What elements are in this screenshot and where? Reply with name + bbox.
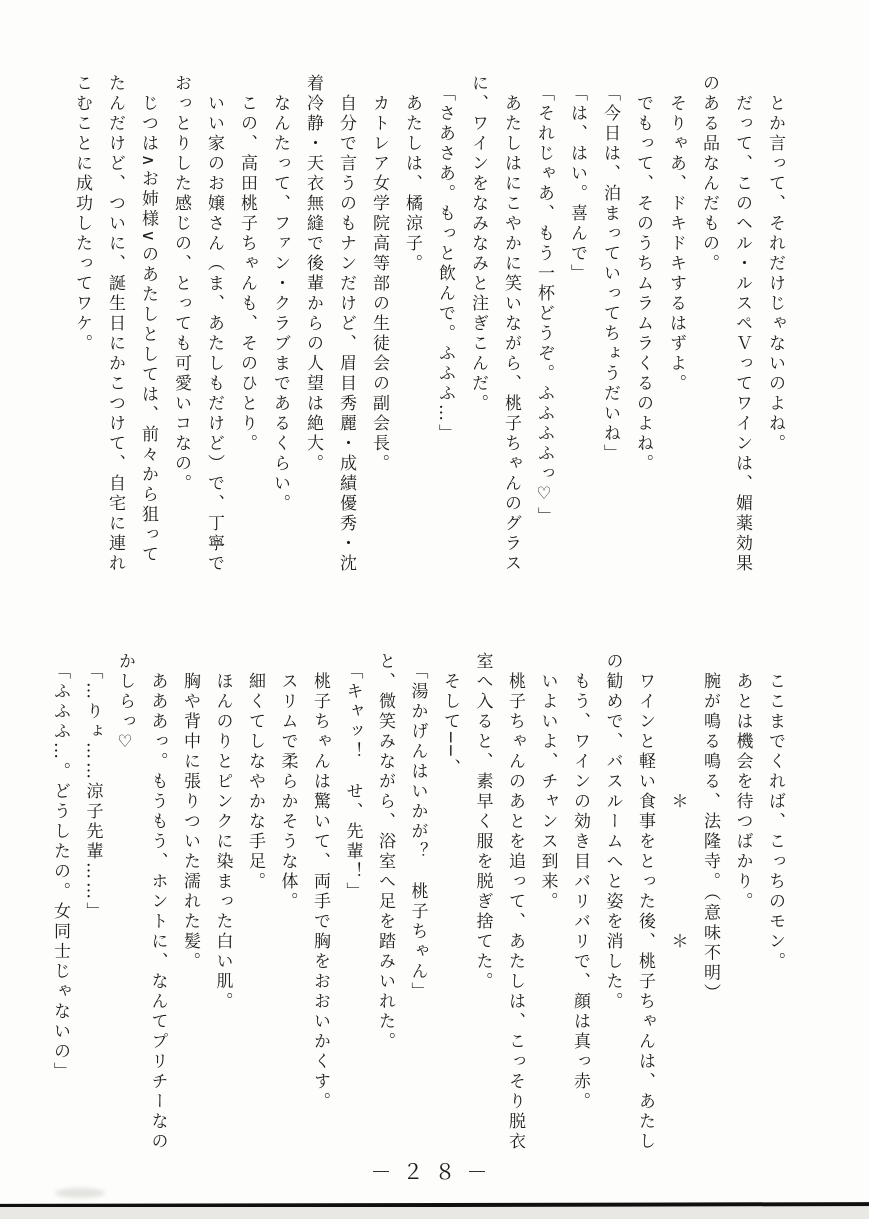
- text-line: じつは∧お姉様∨のあたしとしては、前々から狙って: [138, 94, 158, 565]
- section-separator: ＊ ＊: [667, 792, 688, 952]
- text-line: あたしはにこやかに笑いながら、桃子ちゃんのグラス: [501, 94, 521, 574]
- text-line: 「キャッ！ せ、先輩！」: [342, 662, 363, 902]
- text-line: 細くてしなやかな手足。: [245, 672, 265, 892]
- text-line: そりゃあ、ドキドキするはずよ。: [666, 94, 686, 394]
- text-line: と、微笑みながら、浴室へ足を踏みいれた。: [375, 652, 395, 1052]
- text-line: こむことに成功したってワケ。: [72, 74, 92, 354]
- text-line: のある品なんだもの。: [699, 74, 719, 274]
- text-line: 「は、はい。喜んで」: [567, 84, 587, 284]
- page-number: －２８－: [370, 1160, 499, 1184]
- text-line: とか言って、それだけじゃないのよね。: [765, 94, 785, 454]
- text-line: 「今日は、泊まっていってちょうだいね」: [600, 84, 620, 464]
- text-line: 桃子ちゃんは驚いて、両手で胸をおおいかくす。: [310, 672, 330, 1112]
- text-line: 「それじゃあ、もう一杯どうぞ。ふふふふっ♡」: [534, 84, 554, 527]
- text-line: あああっ。もうもう、ホントに、なんてプリチーなの: [147, 672, 168, 1152]
- text-line: の勧めで、バスルームへと姿を消した。: [602, 652, 623, 1012]
- text-line: だって、このヘル・ルスペＶってワインは、媚薬効果: [732, 94, 752, 574]
- text-line: 室へ入ると、素早く服を脱ぎ捨てた。: [472, 652, 493, 992]
- text-line: カトレア女学院高等部の生徒会の副会長。: [369, 94, 389, 474]
- text-line: に、ワインをなみなみと注ぎこんだ。: [468, 74, 488, 414]
- text-line: いい家のお嬢さん（ま、あたしもだけど）で、丁寧で: [204, 94, 224, 574]
- text-line: 着冷静・天衣無縫で後輩からの人望は絶大。: [303, 74, 323, 474]
- text-line: 自分で言うのもナンだけど、眉目秀麗・成績優秀・沈: [336, 94, 356, 574]
- text-line: この、高田桃子ちゃんも、そのひとり。: [237, 94, 257, 454]
- text-line: あとは機会を待つばかり。: [732, 672, 753, 912]
- text-line: おっとりした感じの、とっても可愛いコなの。: [171, 74, 191, 494]
- text-line: たんだけど、ついに、誕生日にかこつけて、自宅に連れ: [105, 74, 125, 574]
- text-line: かしらっ♡: [115, 652, 135, 755]
- text-line: でもって、そのうちムラムラくるのよね。: [633, 94, 653, 474]
- scan-edge-margin: [0, 1207, 869, 1219]
- text-line: そして──、: [440, 672, 460, 779]
- text-line: ここまでくれば、こっちのモン。: [765, 672, 785, 972]
- text-line: 「さあさあ。もっと飲んで。ふふふ…」: [435, 84, 455, 444]
- scan-smudge: [55, 1188, 105, 1198]
- text-line: 胸や背中に張りついた濡れた髪。: [180, 672, 200, 972]
- text-line: 「…りょ……涼子先輩……」: [82, 662, 103, 922]
- text-block-bottom: [44, 652, 792, 1160]
- text-block-top: [65, 74, 791, 586]
- text-line: なんたって、ファン・クラブまであるくらい。: [270, 94, 290, 514]
- text-line: いよいよ、チャンス到来。: [537, 672, 558, 912]
- text-line: 「ふふふ…。どうしたの。女同士じゃないの」: [50, 662, 70, 1082]
- text-line: 桃子ちゃんのあとを追って、あたしは、こっそり脱衣: [505, 672, 525, 1152]
- text-line: もう、ワインの効き目バリバリで、顔は真っ赤。: [570, 672, 590, 1112]
- text-line: ワインと軽い食事をとった後、桃子ちゃんは、あたし: [635, 672, 655, 1152]
- text-line: あたしは、橘涼子。: [402, 94, 422, 274]
- text-line: ほんのりとピンクに染まった白い肌。: [212, 672, 233, 1012]
- text-line: スリムで柔らかそうな体。: [277, 672, 298, 912]
- text-line: 「湯かげんはいかが？ 桃子ちゃん」: [407, 662, 428, 1002]
- text-line: 腕が鳴る鳴る、法隆寺。（意味不明）: [700, 672, 720, 1004]
